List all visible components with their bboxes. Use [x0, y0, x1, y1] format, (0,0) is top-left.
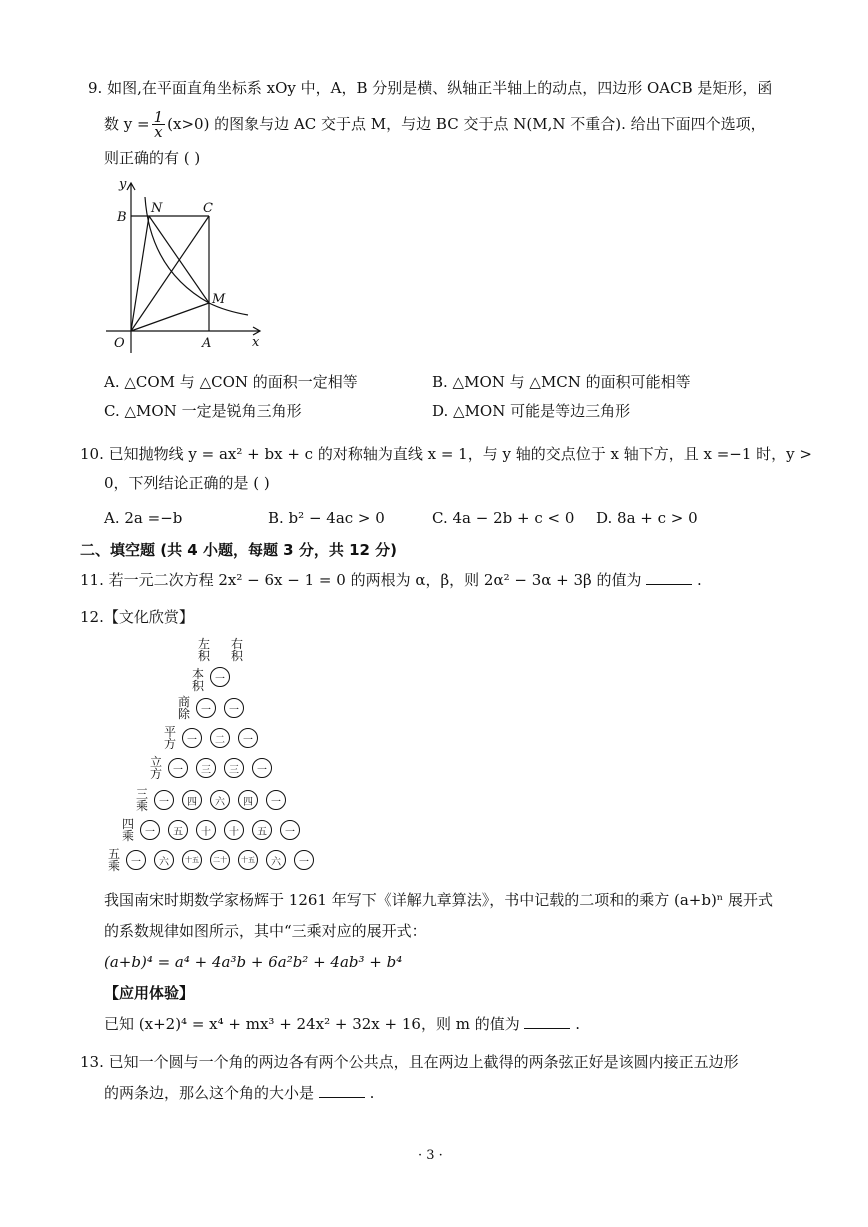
q9-option-c: C. △MON 一定是锐角三角形	[104, 402, 302, 420]
coefficient-circle: 一	[224, 698, 244, 718]
q12-subtitle: 【应用体验】	[104, 984, 195, 1002]
coefficient-circle: 一	[154, 790, 174, 810]
section-title: 二、填空题 (共 4 小题，每题 3 分，共 12 分)	[80, 541, 398, 559]
label-x: x	[252, 335, 260, 350]
coefficient-circle: 二	[210, 728, 230, 748]
line-ON	[131, 216, 149, 331]
fraction-numerator: 1	[153, 107, 164, 126]
coefficient-circle: 三	[224, 758, 244, 778]
coefficient-circle: 一	[266, 790, 286, 810]
q10-option-d: D. 8a + c > 0	[596, 509, 698, 527]
coefficient-circle: 一	[210, 667, 230, 687]
line-OC	[131, 216, 209, 331]
coefficient-circle: 一	[126, 850, 146, 870]
q11-end: .	[697, 571, 702, 589]
row-label-2: 商除	[177, 695, 190, 721]
q13-line1: 13. 已知一个圆与一个角的两边各有两个公共点，且在两边上截得的两条弦正好是该圆内接正五边形	[80, 1053, 739, 1071]
label-N: N	[151, 201, 163, 216]
label-B: B	[117, 210, 127, 225]
coefficient-circle: 五	[168, 820, 188, 840]
q9-line2	[104, 108, 766, 140]
coefficient-circle: 五	[252, 820, 272, 840]
q10-line2: 0，下列结论正确的是 ( )	[104, 474, 270, 492]
row-label-4: 立方	[149, 755, 162, 781]
label-left-product: 左积	[197, 637, 210, 663]
coefficient-circle: 一	[196, 698, 216, 718]
yanghui-triangle	[100, 636, 340, 876]
q10-option-c: C. 4a − 2b + c < 0	[432, 509, 575, 527]
q10-option-a: A. 2a =−b	[104, 509, 183, 527]
label-right-product: 右积	[230, 637, 243, 663]
q13-line2-text: 的两条边，那么这个角的大小是	[104, 1084, 315, 1102]
q9-line3: 则正确的有 ( )	[104, 149, 201, 167]
row-label-7: 五乘	[107, 847, 120, 873]
row-label-6: 四乘	[121, 817, 134, 843]
coefficient-circle: 一	[294, 850, 314, 870]
q9-fraction	[152, 107, 166, 141]
coefficient-circle: 一	[252, 758, 272, 778]
q11-text: 11. 若一元二次方程 2x² − 6x − 1 = 0 的两根为 α，β，则 2α² − 3α + 3β 的值为	[80, 571, 642, 589]
q12-question-text: 已知 (x+2)⁴ = x⁴ + mx³ + 24x² + 32x + 16，则 m 的值为	[104, 1015, 520, 1033]
q9-line2-post: (x>0) 的图象与边 AC 交于点 M，与边 BC 交于点 N(M,N 不重合). 给出下面四个选项，	[167, 115, 766, 133]
fraction-denominator: x	[154, 122, 163, 141]
coefficient-circle: 三	[196, 758, 216, 778]
q9-option-d: D. △MON 可能是等边三角形	[432, 402, 631, 420]
coefficient-circle: 六	[210, 790, 230, 810]
coefficient-circle: 十	[224, 820, 244, 840]
coefficient-circle: 十	[196, 820, 216, 840]
q13-answer-blank	[319, 1083, 365, 1098]
coefficient-circle: 六	[266, 850, 286, 870]
q13-end: .	[369, 1084, 375, 1102]
row-label-3: 平方	[163, 725, 176, 751]
q11-answer-blank	[646, 570, 692, 585]
q13-line2	[104, 1083, 374, 1103]
page-number: · 3 ·	[418, 1148, 443, 1163]
q12-answer-blank	[524, 1014, 570, 1029]
q12-formula: (a+b)⁴ = a⁴ + 4a³b + 6a²b² + 4ab³ + b⁴	[104, 953, 403, 971]
row-label-1: 本积	[191, 667, 204, 693]
q10-line1: 10. 已知抛物线 y = ax² + bx + c 的对称轴为直线 x = 1，与 y 轴的交点位于 x 轴下方，且 x =−1 时，y >	[80, 445, 812, 463]
coefficient-circle: 十五	[238, 850, 258, 870]
coefficient-circle: 一	[140, 820, 160, 840]
coefficient-circle: 一	[182, 728, 202, 748]
coefficient-circle: 一	[280, 820, 300, 840]
q9-line1: 9. 如图,在平面直角坐标系 xOy 中，A，B 分别是横、纵轴正半轴上的动点，四边形 OACB 是矩形，函	[88, 79, 773, 97]
coefficient-circle: 四	[182, 790, 202, 810]
q12-end: .	[575, 1015, 581, 1033]
coefficient-circle: 一	[238, 728, 258, 748]
q10-option-b: B. b² − 4ac > 0	[268, 509, 385, 527]
label-M: M	[212, 292, 226, 307]
label-O: O	[114, 336, 125, 351]
coefficient-circle: 二十	[210, 850, 230, 870]
coefficient-circle: 六	[154, 850, 174, 870]
q11-line	[80, 570, 702, 590]
coefficient-circle: 十五	[182, 850, 202, 870]
q9-option-b: B. △MON 与 △MCN 的面积可能相等	[432, 373, 691, 391]
q9-line2-pre: 数 y =	[104, 115, 150, 133]
q12-question	[104, 1014, 580, 1034]
q9-figure	[100, 175, 280, 355]
coefficient-circle: 四	[238, 790, 258, 810]
label-y: y	[119, 177, 127, 192]
row-label-5: 三乘	[135, 787, 148, 813]
q12-para1: 我国南宋时期数学家杨辉于 1261 年写下《详解九章算法》，书中记载的二项和的乘方 (a+b)ⁿ 展开式	[104, 891, 774, 909]
q12-para2: 的系数规律如图所示，其中“三乘对应的展开式：	[104, 922, 427, 940]
label-A: A	[202, 336, 212, 351]
coefficient-circle: 一	[168, 758, 188, 778]
line-OM	[131, 303, 209, 331]
label-C: C	[203, 201, 213, 216]
q12-title: 12.【文化欣赏】	[80, 608, 194, 626]
q9-option-a: A. △COM 与 △CON 的面积一定相等	[104, 373, 358, 391]
